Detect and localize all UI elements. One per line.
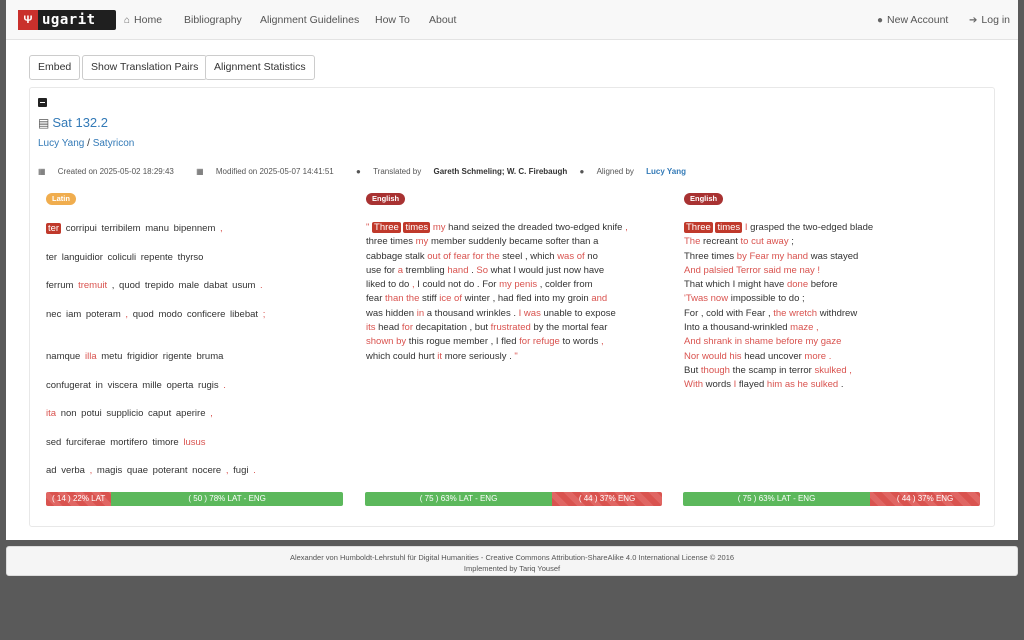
aligned-token[interactable]: a <box>397 264 403 276</box>
footer <box>6 546 1018 576</box>
token[interactable]: head uncover <box>744 350 802 362</box>
aligned-token[interactable]: With <box>684 379 703 391</box>
english-2-stats-bar <box>683 492 980 506</box>
text-line <box>366 307 662 321</box>
aligned-token[interactable]: lusus <box>183 436 206 448</box>
token[interactable]: was stayed <box>810 250 859 262</box>
token[interactable]: the scamp in terror <box>732 364 812 376</box>
text-line <box>366 235 662 249</box>
aligned-token[interactable]: though <box>700 364 730 376</box>
text-line <box>684 278 980 292</box>
aligned-token[interactable]: for refuge <box>519 336 560 348</box>
token[interactable]: fugi <box>233 465 249 476</box>
token[interactable]: trembling <box>405 264 445 276</box>
aligned-token[interactable]: " <box>366 222 370 233</box>
breadcrumb <box>38 138 134 149</box>
document-icon: ▤ <box>38 116 50 130</box>
modified-text: Modified on 2025-05-07 14:41:51 <box>215 167 334 176</box>
token[interactable]: withdrew <box>819 307 858 319</box>
aligned-token[interactable]: more . <box>804 350 832 362</box>
modified-info <box>196 167 344 176</box>
aligned-token[interactable]: , <box>89 465 93 476</box>
aligned-token[interactable]: I <box>733 379 737 391</box>
aligned-token[interactable]: its <box>366 322 376 334</box>
aligned-token[interactable]: frustrated <box>490 322 531 334</box>
aligned-segment: ( 75 ) 63% LAT - ENG <box>683 492 870 506</box>
home-icon: ⌂ <box>124 15 131 26</box>
user-icon: ● <box>877 15 884 26</box>
user-icon: ● <box>356 167 364 176</box>
text-line <box>684 378 980 392</box>
token[interactable]: before <box>810 279 838 291</box>
token[interactable]: corripui terribilem manu bipennem <box>65 223 216 234</box>
collapse-icon[interactable] <box>38 98 47 107</box>
app-window <box>6 0 1018 540</box>
token[interactable]: to words <box>562 336 599 348</box>
translated-label: Translated by <box>373 167 422 176</box>
login-icon: ➔ <box>969 15 978 26</box>
log-in-label: Log in <box>981 14 1010 26</box>
token[interactable]: flayed <box>738 379 765 391</box>
aligned-token[interactable]: , <box>601 336 604 348</box>
token[interactable]: For , cold with Fear , <box>684 307 771 319</box>
token[interactable]: grasped the two-edged blade <box>750 222 874 233</box>
aligned-token[interactable]: , <box>125 308 129 320</box>
ugarit-logo[interactable] <box>18 10 116 30</box>
user-icon: ● <box>579 167 587 176</box>
text-line <box>46 251 342 280</box>
token[interactable]: sed furciferae mortifero timore <box>46 436 179 448</box>
text-line <box>684 235 980 249</box>
aligned-token[interactable]: , <box>210 408 213 419</box>
text-line <box>684 335 980 349</box>
text-line <box>46 350 342 379</box>
text-line <box>366 264 662 278</box>
text-line <box>366 335 662 349</box>
text-line <box>684 321 980 335</box>
token[interactable]: liked to do <box>366 279 410 291</box>
token[interactable]: magis quae poterant nocere <box>96 465 222 476</box>
top-navbar <box>6 0 1018 40</box>
token[interactable]: Into a thousand-wrinkled <box>684 322 788 334</box>
token[interactable]: member suddenly became softer than a <box>430 236 599 248</box>
token[interactable]: decapitation , but <box>415 322 489 334</box>
aligned-token[interactable]: . <box>260 280 263 291</box>
aligned-token[interactable]: it <box>437 350 443 362</box>
calendar-icon: ▦ <box>196 167 206 176</box>
aligner-link[interactable]: Lucy Yang <box>646 167 687 176</box>
token[interactable]: quod modo conficere libebat <box>132 308 259 320</box>
token[interactable]: But <box>684 364 699 376</box>
token[interactable]: metu frigidior rigente bruma <box>101 351 224 362</box>
translated-info <box>356 167 567 176</box>
token[interactable]: , quod trepido male dabat usum <box>111 280 256 291</box>
aligned-token[interactable]: and <box>591 293 608 305</box>
aligned-token[interactable]: , <box>411 279 415 291</box>
unaligned-segment: ( 44 ) 37% ENG <box>870 492 980 506</box>
aligned-token[interactable]: ter <box>48 223 60 234</box>
aligned-token[interactable]: skulked , <box>814 364 852 376</box>
text-line <box>46 436 342 465</box>
token[interactable]: what I would just now have <box>490 264 605 276</box>
doc-title-text: Sat 132.2 <box>52 115 108 130</box>
aligned-token[interactable]: , <box>225 465 229 476</box>
unaligned-segment: ( 44 ) 37% ENG <box>552 492 662 506</box>
token[interactable]: namque <box>46 351 81 362</box>
metadata-row <box>38 167 706 176</box>
token[interactable]: recreant <box>703 236 738 248</box>
calendar-icon: ▦ <box>38 167 48 176</box>
nav-bibliography[interactable]: Bibliography <box>184 14 242 26</box>
nav-about[interactable]: About <box>429 14 457 26</box>
token[interactable]: hand seized the dreaded two-edged knife <box>448 222 623 233</box>
nav-home-label: Home <box>134 14 163 26</box>
text-line <box>684 307 980 321</box>
latin-text-column <box>46 222 342 493</box>
english-prose-column <box>366 221 662 364</box>
nav-home[interactable] <box>124 0 162 40</box>
alignment-card <box>29 87 995 527</box>
token[interactable]: stiff <box>422 293 437 305</box>
token[interactable]: nec iam poteram <box>46 308 121 320</box>
text-line <box>684 264 980 278</box>
footer-credit: Implemented by Tariq Yousef <box>463 564 561 573</box>
token[interactable]: ferrum <box>46 280 74 291</box>
aligned-token[interactable]: times <box>405 222 429 233</box>
text-line <box>684 364 980 378</box>
aligned-token[interactable]: to cut away <box>740 236 789 248</box>
aligned-token[interactable]: I was <box>518 307 541 319</box>
lang-badge-latin: Latin <box>46 193 76 205</box>
token[interactable]: use for <box>366 264 396 276</box>
aligned-token[interactable]: The <box>684 236 701 248</box>
footer-license: Alexander von Humboldt-Lehrstuhl für Digital Humanities - Creative Commons Attribution-ShareAlike 4.0 International License © 2016 <box>289 553 735 562</box>
nav-alignment-guidelines[interactable]: Alignment Guidelines <box>260 14 360 26</box>
work-link[interactable]: Satyricon <box>92 138 135 149</box>
token[interactable]: steel , which <box>502 250 555 262</box>
author-link[interactable]: Lucy Yang <box>38 138 85 149</box>
text-line <box>366 292 662 306</box>
aligned-token[interactable]: times <box>717 222 741 233</box>
aligned-token[interactable]: out of fear for the <box>427 250 500 262</box>
token[interactable]: . <box>471 264 474 276</box>
translators: Gareth Schmeling; W. C. Firebaugh <box>433 167 568 176</box>
aligned-token[interactable]: the wretch <box>773 307 818 319</box>
token[interactable]: was hidden <box>366 307 415 319</box>
aligned-segment: ( 75 ) 63% LAT - ENG <box>365 492 552 506</box>
english-verse-column <box>684 221 980 393</box>
english-1-stats-bar <box>365 492 662 506</box>
text-line <box>684 350 980 364</box>
created-text: Created on 2025-05-02 18:29:43 <box>57 167 174 176</box>
aligned-token[interactable]: Three <box>374 222 399 233</box>
breadcrumb-separator: / <box>87 138 90 149</box>
text-line <box>46 222 342 251</box>
new-account-label: New Account <box>887 14 949 26</box>
text-line <box>46 279 342 308</box>
aligned-token[interactable]: illa <box>84 351 97 362</box>
token[interactable]: no <box>587 250 598 262</box>
nav-new-account[interactable] <box>877 0 948 40</box>
token[interactable]: , colder from <box>539 279 593 291</box>
aligned-token[interactable]: , <box>220 223 223 234</box>
text-line <box>684 221 980 235</box>
aligned-token[interactable]: in <box>416 307 425 319</box>
aligned-token[interactable]: 'Twas now <box>684 293 729 305</box>
aligned-token[interactable]: him as he sulked <box>766 379 839 391</box>
token[interactable]: words <box>705 379 731 391</box>
aligned-token[interactable]: hand <box>447 264 469 276</box>
token[interactable]: cabbage stalk <box>366 250 425 262</box>
aligned-token[interactable]: I <box>744 222 748 233</box>
aligned-token[interactable]: So <box>476 264 489 276</box>
logo-text: ugarit <box>42 12 96 28</box>
aligned-token[interactable]: maze , <box>790 322 819 334</box>
token[interactable]: this rogue member , I fled <box>408 336 517 348</box>
token[interactable]: head <box>378 322 400 334</box>
aligned-token[interactable]: . <box>223 379 226 391</box>
aligned-token[interactable]: done <box>786 279 809 291</box>
token[interactable]: more seriously . <box>444 350 512 362</box>
token[interactable]: non potui supplicio caput aperire <box>60 408 206 419</box>
aligned-token[interactable]: my <box>432 222 446 233</box>
text-line <box>366 278 662 292</box>
text-line <box>366 350 662 364</box>
token[interactable]: a thousand wrinkles . <box>426 307 516 319</box>
latin-stats-bar <box>46 492 343 506</box>
token[interactable]: unable to expose <box>543 307 616 319</box>
token[interactable]: . <box>840 379 844 391</box>
text-line <box>366 221 662 235</box>
text-line <box>684 250 980 264</box>
token[interactable]: impossible to do ; <box>730 293 805 305</box>
token[interactable]: ad verba <box>46 465 85 476</box>
unaligned-segment: ( 14 ) 22% LAT <box>46 492 111 506</box>
aligned-token[interactable]: . <box>253 465 256 476</box>
aligned-token[interactable]: Nor would his <box>684 350 742 362</box>
aligned-token[interactable]: for <box>401 322 414 334</box>
lang-badge-english-2: English <box>684 193 723 205</box>
token[interactable]: That which I might have <box>684 279 785 291</box>
aligned-token[interactable]: " <box>514 350 518 362</box>
aligned-token[interactable]: And shrank in shame before my gaze <box>684 336 842 348</box>
aligned-token[interactable]: was of <box>557 250 585 262</box>
text-line <box>46 407 342 436</box>
aligned-token[interactable]: ; <box>262 308 266 320</box>
created-info <box>38 167 184 176</box>
aligned-info <box>580 167 697 176</box>
aligned-token[interactable]: shown by <box>366 336 407 348</box>
text-line <box>684 292 980 306</box>
aligned-token[interactable]: Three <box>686 222 711 233</box>
text-line <box>46 308 342 337</box>
aligned-token[interactable]: than the <box>385 293 420 305</box>
logo-icon: Ψ <box>18 10 38 30</box>
aligned-token[interactable]: by Fear my hand <box>736 250 809 262</box>
token[interactable]: by the mortal fear <box>533 322 608 334</box>
token[interactable]: ; <box>791 236 794 248</box>
aligned-token[interactable]: my <box>415 236 429 248</box>
nav-log-in[interactable] <box>969 0 1010 40</box>
token[interactable]: ter languidior coliculi repente thyrso <box>46 251 204 263</box>
token[interactable]: three times <box>366 236 413 248</box>
token[interactable]: fear <box>366 293 383 305</box>
token[interactable]: winter , had fled into my groin <box>464 293 589 305</box>
token[interactable]: I could not do . For <box>417 279 497 291</box>
alignment-statistics-button[interactable]: Alignment Statistics <box>205 55 315 80</box>
token[interactable]: Three times <box>684 250 735 262</box>
text-line <box>366 321 662 335</box>
token[interactable]: confugerat in viscera mille operta rugis <box>46 379 219 391</box>
text-line <box>46 464 342 493</box>
embed-button[interactable]: Embed <box>29 55 80 80</box>
main-content <box>6 40 1018 540</box>
text-line <box>366 250 662 264</box>
token[interactable]: which could hurt <box>366 350 435 362</box>
aligned-label: Aligned by <box>596 167 634 176</box>
aligned-token[interactable]: ice of <box>439 293 462 305</box>
aligned-token[interactable]: tremuit <box>78 280 108 291</box>
aligned-token[interactable]: my penis <box>499 279 538 291</box>
aligned-segment: ( 50 ) 78% LAT - ENG <box>111 492 343 506</box>
show-translation-pairs-button[interactable]: Show Translation Pairs <box>82 55 207 80</box>
aligned-token[interactable]: And palsied Terror said me nay ! <box>684 264 821 276</box>
page-title[interactable] <box>38 115 108 130</box>
text-line <box>46 379 342 408</box>
aligned-token[interactable]: , <box>625 222 628 233</box>
aligned-token[interactable]: ita <box>46 408 57 419</box>
nav-how-to[interactable]: How To <box>375 14 410 26</box>
lang-badge-english-1: English <box>366 193 405 205</box>
